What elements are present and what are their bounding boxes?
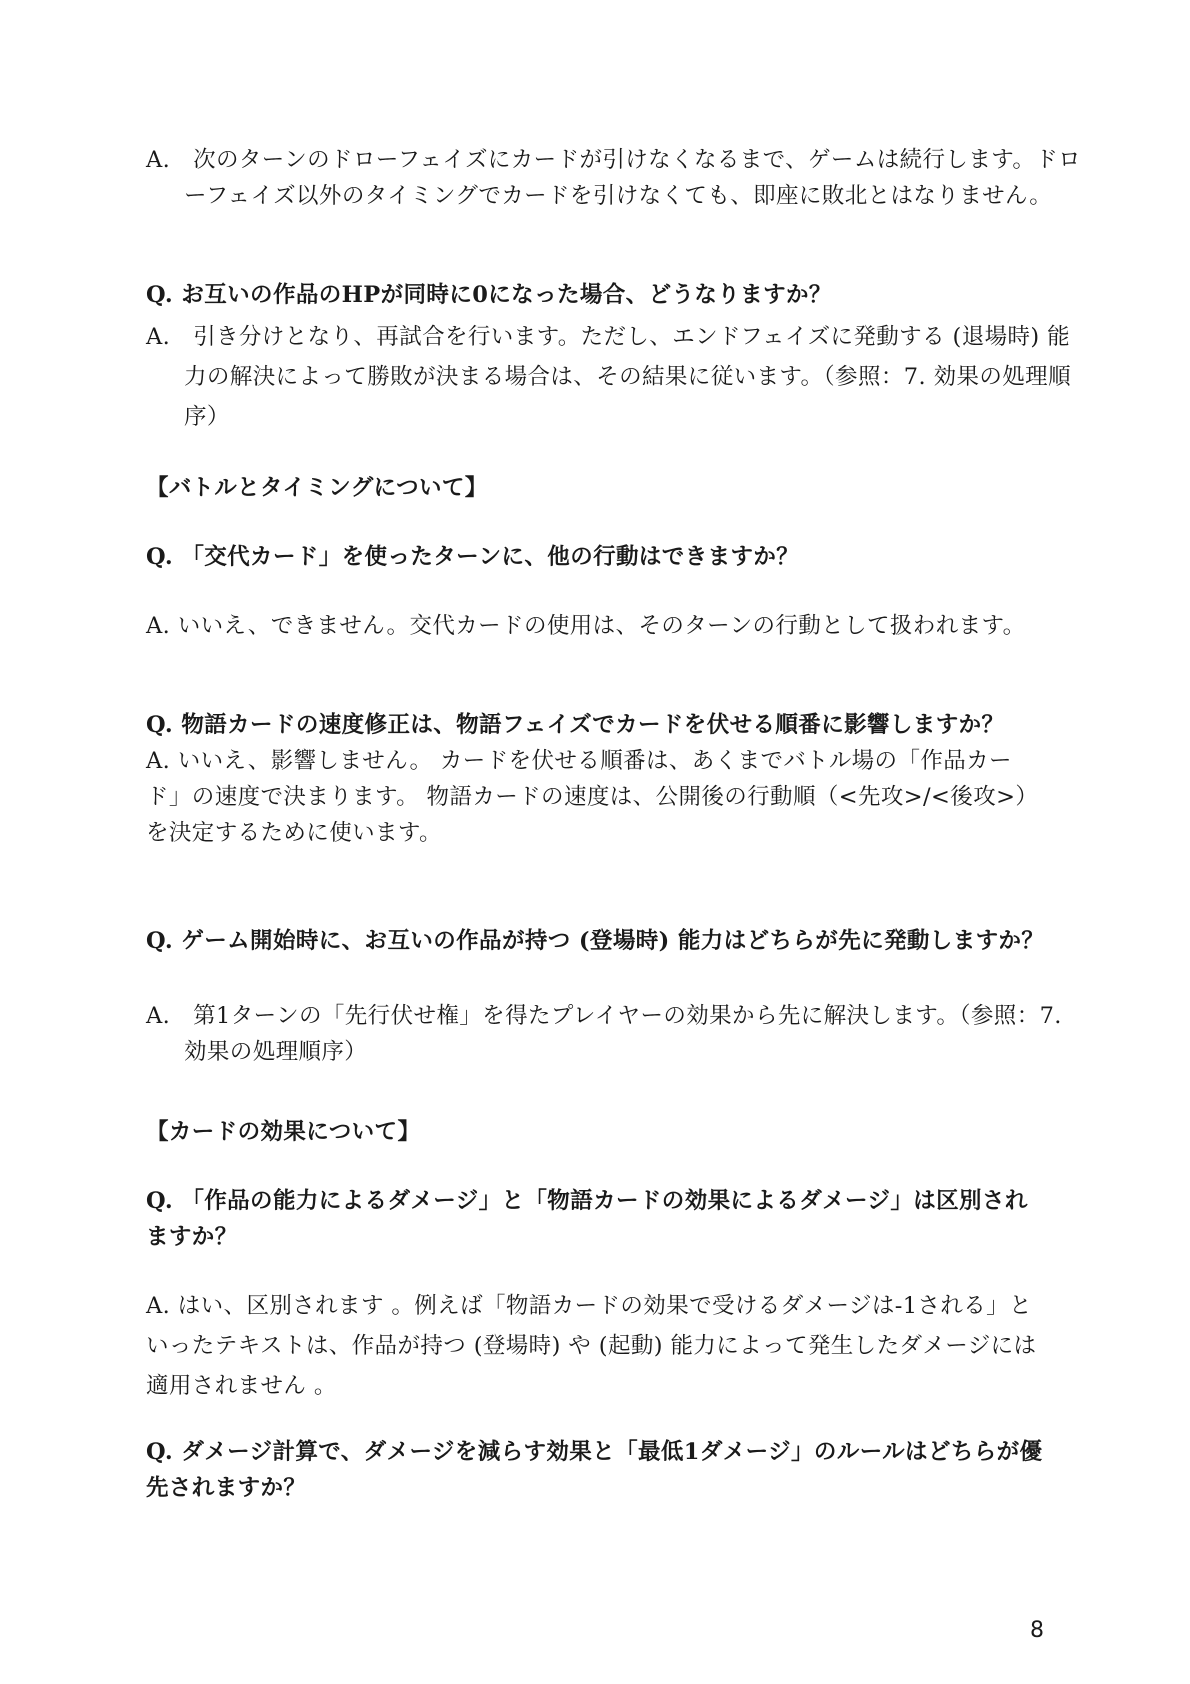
question-damage-priority: Q. ダメージ計算で、ダメージを減らす効果と「最低1ダメージ」のルールはどちらが優先されますか？ — [146, 1439, 1043, 1501]
answer-swap-card: A. いいえ、できません。交代カードの使用は、そのターンの行動として扱われます。 — [146, 613, 1026, 639]
section-heading-card-effects: 【カードの効果について】 — [146, 1119, 421, 1145]
section-heading-battle-timing: 【バトルとタイミングについて】 — [146, 475, 488, 501]
question-swap-card: Q. 「交代カード」を使ったターンに、他の行動はできますか？ — [146, 544, 800, 570]
question-hp-zero: Q. お互いの作品のHPが同時に0になった場合、どうなりますか？ — [146, 282, 832, 308]
answer-draw-continue: A. 次のターンのドローフェイズにカードが引けなくなるまで、ゲームは続行します。ドローフェイズ以外のタイミングでカードを引けなくても、即座に敗北とはなりません。 — [146, 147, 1082, 209]
answer-enter-ability-order: A. 第1ターンの「先行伏せ権」を得たプレイヤーの効果から先に解決します。（参照：7. 効果の処理順序） — [146, 1003, 1062, 1065]
question-enter-ability-order: Q. ゲーム開始時に、お互いの作品が持つ (登場時) 能力はどちらが先に発動しますか？ — [146, 928, 1045, 954]
answer-speed-modifier: A. いいえ、影響しません。 カードを伏せる順番は、あくまでバトル場の「作品カード」の速度で決まります。 物語カードの速度は、公開後の行動順（<先攻>/<後攻>）を決定するために使います。 — [146, 748, 1039, 846]
question-damage-distinction: Q. 「作品の能力によるダメージ」と「物語カードの効果によるダメージ」は区別されますか？ — [146, 1188, 1028, 1250]
page-number: 8 — [1030, 1618, 1044, 1643]
answer-hp-zero: A. 引き分けとなり、再試合を行います。ただし、エンドフェイズに発動する (退場時) 能力の解決によって勝敗が決まる場合は、その結果に従います。（参照：7. 効果の処理順序） — [146, 324, 1071, 430]
answer-damage-distinction: A. はい、区別されます 。例えば「物語カードの効果で受けるダメージは-1される」といったテキストは、作品が持つ (登場時) や (起動) 能力によって発生したダメージには適用されません 。 — [146, 1293, 1037, 1399]
question-speed-modifier: Q. 物語カードの速度修正は、物語フェイズでカードを伏せる順番に影響しますか？ — [146, 712, 1005, 738]
